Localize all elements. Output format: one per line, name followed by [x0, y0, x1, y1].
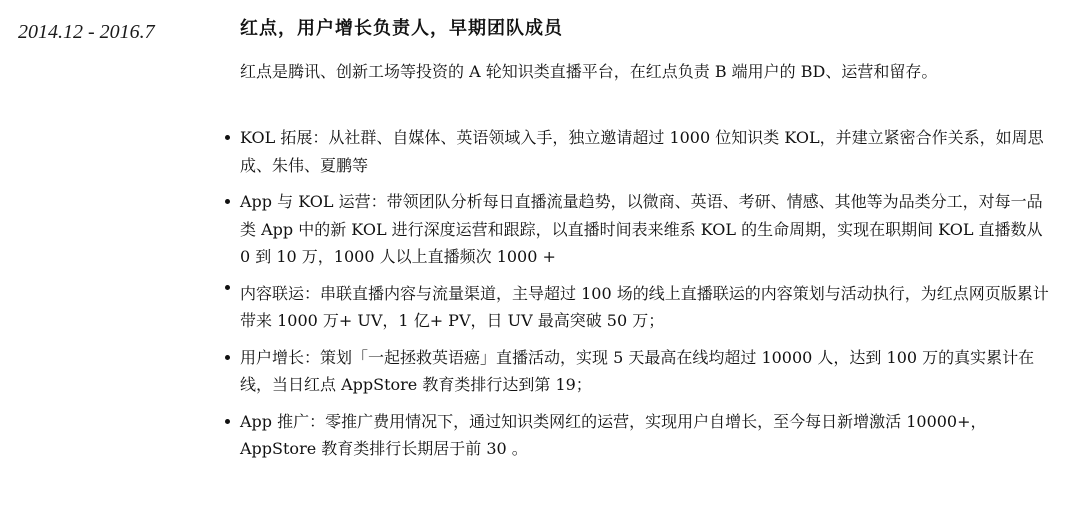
role-title: 红点，用户增长负责人，早期团队成员 — [240, 18, 563, 39]
bullet-dot-icon — [225, 285, 230, 290]
date-range: 2014.12 - 2016.7 — [18, 21, 155, 43]
list-item — [220, 408, 1056, 463]
bullet-dot-icon — [225, 199, 230, 204]
bullet-text: KOL 拓展：从社群、自媒体、英语领域入手，独立邀请超过 1000 位知识类 KOL，并建立紧密合作关系，如周思成、朱伟、夏鹏等 — [240, 128, 1044, 175]
bullet-text: App 与 KOL 运营：带领团队分析每日直播流量趋势，以微商、英语、考研、情感、其他等为品类分工，对每一品类 App 中的新 KOL 进行深度运营和跟踪，以直播时间表来维系 KOL 的生命周期，实现在职期间 KOL 直播数从 0 到 10 万，1000 人以上直播频次 1000 + — [240, 192, 1043, 266]
bullet-text: 内容联运：串联直播内容与流量渠道，主导超过 100 场的线上直播联运的内容策划与活动执行，为红点网页版累计带来 1000 万+ UV，1 亿+ PV，日 UV 最高突破 50 万； — [240, 283, 1049, 330]
company-summary: 红点是腾讯、创新工场等投资的 A 轮知识类直播平台，在红点负责 B 端用户的 BD、运营和留存。 — [240, 62, 938, 81]
bullet-text: 用户增长：策划「一起拯救英语癌」直播活动，实现 5 天最高在线均超过 10000 人，达到 100 万的真实累计在线，当日红点 AppStore 教育类排行达到第 19； — [240, 347, 1035, 394]
list-item — [220, 344, 1056, 399]
list-item — [220, 124, 1056, 179]
bullet-dot-icon — [225, 355, 230, 360]
list-item — [220, 280, 1056, 335]
bullet-text: App 推广：零推广费用情况下，通过知识类网红的运营，实现用户自增长，至今每日新增激活 10000+，AppStore 教育类排行长期居于前 30 。 — [240, 411, 987, 458]
bullet-dot-icon — [225, 419, 230, 424]
list-item — [220, 188, 1056, 271]
achievement-list — [220, 124, 1056, 472]
bullet-dot-icon — [225, 135, 230, 140]
